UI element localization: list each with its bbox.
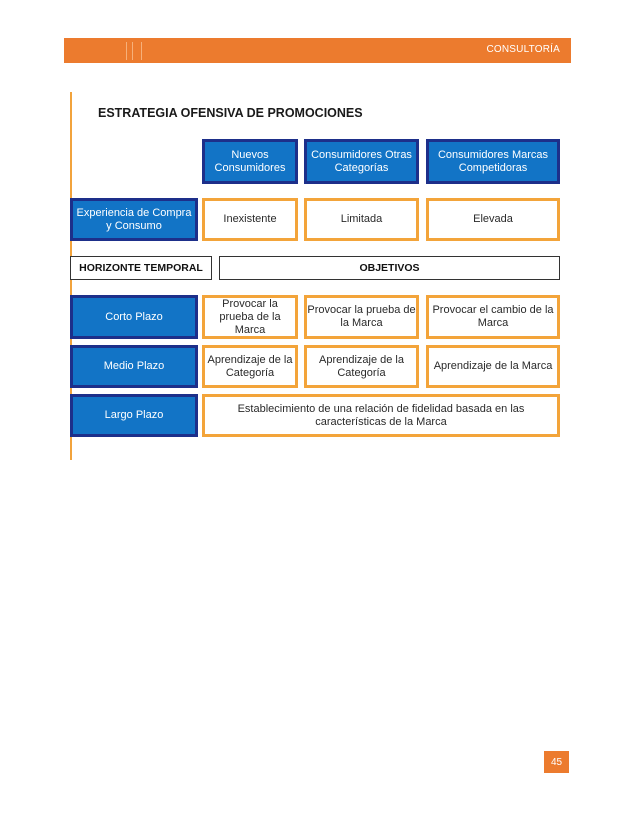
row-label-largo-plazo: Largo Plazo [70, 394, 198, 437]
cell-experiencia-nuevos: Inexistente [202, 198, 298, 241]
cell-experiencia-competidoras: Elevada [426, 198, 560, 241]
row-label-experiencia: Experiencia de Compra y Consumo [70, 198, 198, 241]
cell-corto-nuevos: Provocar la prueba de la Marca [202, 295, 298, 339]
page-number: 45 [544, 751, 569, 773]
column-header-otras-categorias: Consumidores Otras Categorías [304, 139, 419, 184]
row-label-medio-plazo: Medio Plazo [70, 345, 198, 388]
cell-largo-objetivo: Establecimiento de una relación de fidelidad basada en las características de la Marca [202, 394, 560, 437]
objetivos-label: OBJETIVOS [219, 256, 560, 280]
page-heading: ESTRATEGIA OFENSIVA DE PROMOCIONES [98, 106, 363, 120]
cell-medio-otras: Aprendizaje de la Categoría [304, 345, 419, 388]
cell-experiencia-otras: Limitada [304, 198, 419, 241]
cell-medio-competidoras: Aprendizaje de la Marca [426, 345, 560, 388]
cell-corto-competidoras: Provocar el cambio de la Marca [426, 295, 560, 339]
column-header-marcas-competidoras: Consumidores Marcas Competidoras [426, 139, 560, 184]
header-decoration [126, 42, 142, 60]
cell-corto-otras: Provocar la prueba de la Marca [304, 295, 419, 339]
cell-medio-nuevos: Aprendizaje de la Categoría [202, 345, 298, 388]
horizonte-temporal-label: HORIZONTE TEMPORAL [70, 256, 212, 280]
column-header-nuevos: Nuevos Consumidores [202, 139, 298, 184]
row-label-corto-plazo: Corto Plazo [70, 295, 198, 339]
header-title: CONSULTORÍA [486, 44, 560, 55]
